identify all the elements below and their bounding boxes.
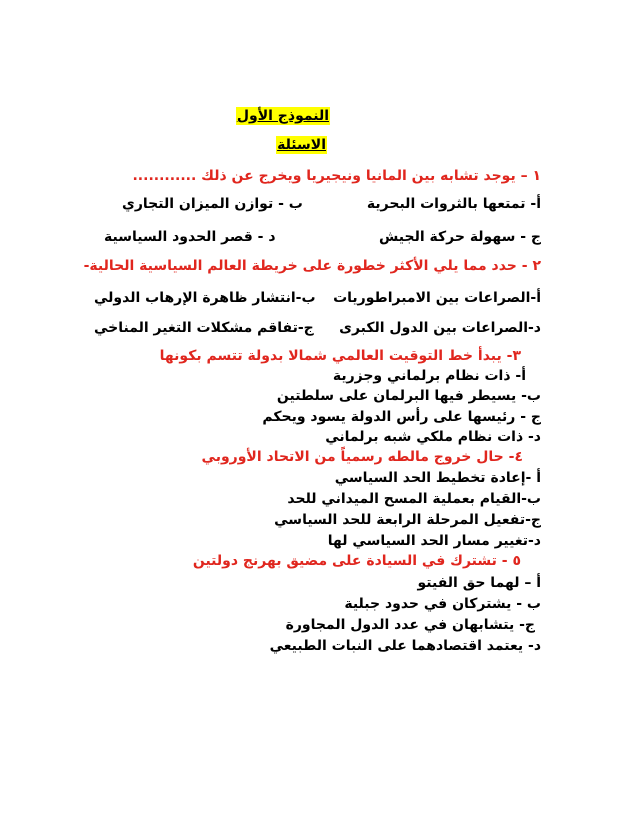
question-1-stem: ١ – يوجد تشابه بين المانيا ونيجيريا ويخرج عن ذلك ............ — [132, 168, 541, 184]
question-2-option-c: ج-تفاقم مشكلات التغير المناخي — [94, 320, 314, 336]
question-3-option-c: ج - رئيسها على رأس الدولة يسود ويحكم — [262, 409, 541, 425]
question-5-option-a: أ – لهما حق الفيتو — [417, 575, 541, 591]
question-4-option-a: أ -إعادة تخطيط الحد السياسي — [334, 470, 541, 486]
question-5-option-b: ب - يشتركان في حدود جبلية — [344, 596, 541, 612]
question-1-options-row-1 — [94, 195, 541, 213]
question-2-options-row-2 — [94, 319, 541, 337]
question-1-option-a: أ- تمتعها بالثروات البحرية — [366, 196, 541, 212]
question-4-option-c: ج-تفعيل المرحلة الرابعة للحد السياسي — [274, 512, 541, 528]
question-5-option-d: د- يعتمد اقتصادهما على النبات الطبيعي — [269, 638, 541, 654]
page-title: النموذج الأول — [236, 108, 329, 124]
question-4-option-d: د-تغيير مسار الحد السياسي لها — [327, 533, 541, 549]
question-1-option-b: ب - توازن الميزان التجاري — [122, 196, 303, 212]
question-1-options-row-2 — [94, 228, 541, 246]
question-2-option-d: د-الصراعات بين الدول الكبرى — [339, 320, 541, 336]
question-3-option-a: أ- ذات نظام برلماني وجزرية — [332, 368, 526, 384]
question-3-option-b: ب- يسيطر فيها البرلمان على سلطتين — [276, 388, 541, 404]
question-2-options-row-1 — [94, 289, 541, 307]
question-1-option-d: د - قصر الحدود السياسية — [104, 229, 276, 245]
question-5-stem: ٥ - تشترك في السيادة على مضيق بهرنج دولتين — [192, 553, 521, 569]
question-2-stem: ٢ - حدد مما يلي الأكثر خطورة على خريطة العالم السياسية الحالية- — [83, 258, 541, 274]
question-1-option-c: ج - سهولة حركة الجيش — [378, 229, 541, 245]
page-subtitle: الاسئلة — [277, 137, 326, 153]
question-4-stem: ٤- حال خروج مالطه رسمياً من الاتحاد الأوروبي — [201, 449, 523, 465]
question-3-stem: ٣- يبدأ خط التوقيت العالمي شمالا بدولة تتسم بكونها — [159, 348, 521, 364]
question-2-option-a: أ-الصراعات بين الامبراطوريات — [333, 290, 541, 306]
question-5-option-c: ج- يتشابهان في عدد الدول المجاورة — [285, 617, 535, 633]
question-4-option-b: ب-القيام بعملية المسح الميداني للحد — [287, 491, 541, 507]
question-3-option-d: د- ذات نظام ملكي شبه برلماني — [325, 429, 541, 445]
question-2-option-b: ب-انتشار ظاهرة الإرهاب الدولي — [94, 290, 316, 306]
